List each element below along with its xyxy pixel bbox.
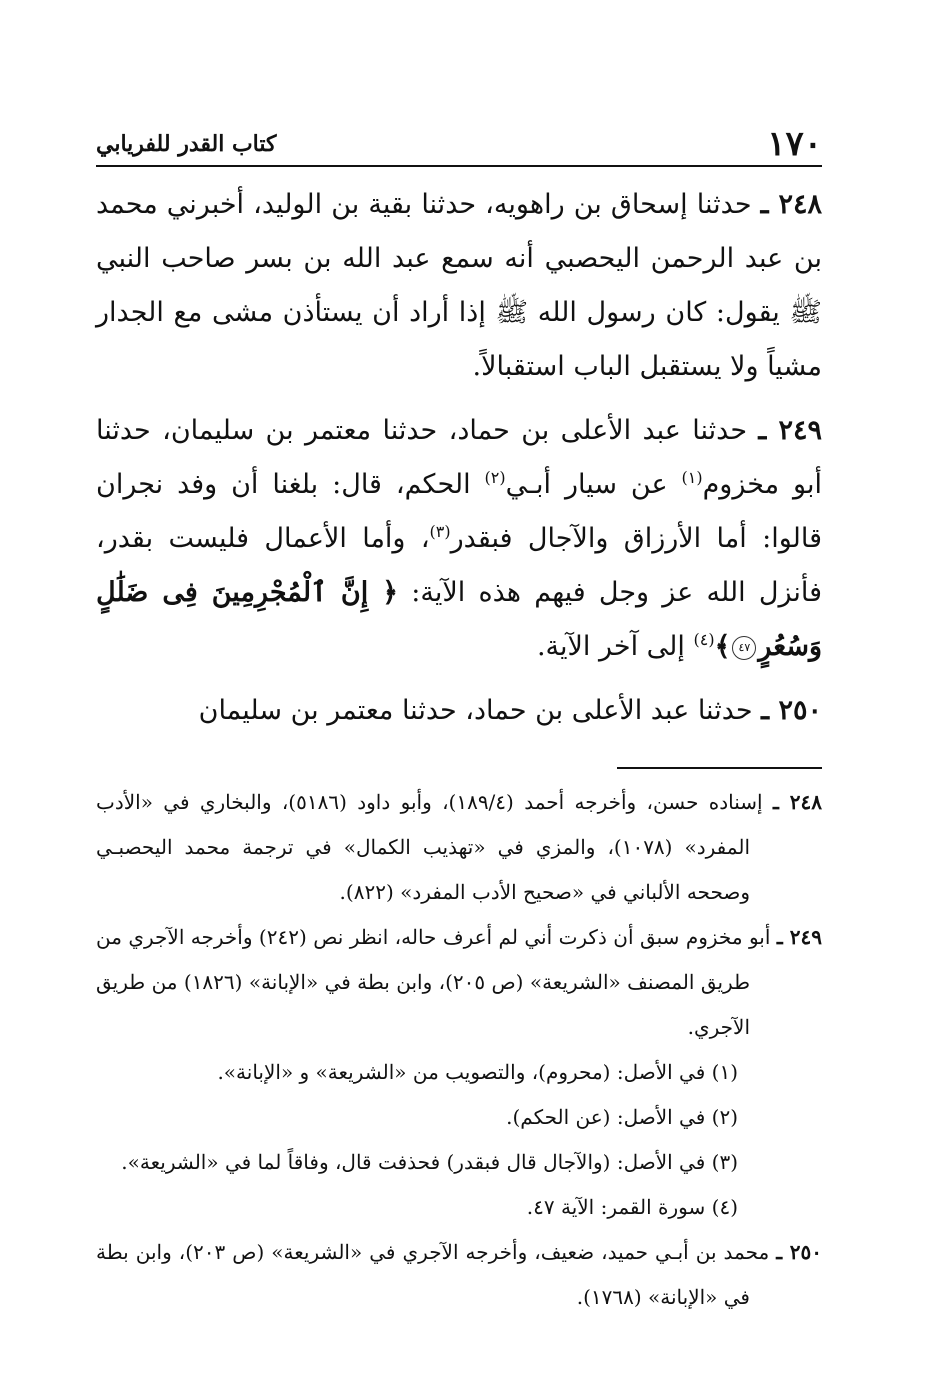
subnote-2	[96, 1095, 822, 1140]
subnote-number: (١)	[711, 1060, 738, 1084]
quran-close-bracket: ﴾	[714, 631, 731, 662]
quran-verse: ﴿ إِنَّ ٱلْمُجْرِمِينَ فِى ضَلَٰلٍ وَسُعُرٍ	[96, 577, 822, 662]
footnote-250	[96, 1230, 822, 1320]
footnote-text: محمد بن أبـي حميد، ضعيف، وأخرجه الآجري في «الشريعة» (ص ٢٠٣)، وابن بطة في «الإبانة» (١٧٦٨).	[96, 1240, 770, 1309]
subnote-text: في الأصل: (عن الحكم).	[506, 1105, 706, 1129]
footnote-text: إسناده حسن، وأخرجه أحمد (١٨٩/٤)، وأبو داود (٥١٨٦)، والبخاري في «الأدب المفرد» (١٠٧٨)، والمزي في «تهذيب الكمال» في ترجمة محمد اليحصبـي وصححه الألباني في «صحيح الأدب المفرد» (٨٢٢).	[96, 790, 763, 904]
hadith-text: إلى آخر الآية.	[536, 631, 694, 662]
footnote-ref-2: (٢)	[484, 468, 506, 487]
hadith-text: ، وأما الأعمال فليست بقدر، فأنزل الله عز وجل فيهم هذه الآية:	[96, 523, 822, 608]
footnote-ref-1: (١)	[681, 468, 703, 487]
subnote-3	[96, 1140, 822, 1185]
header-rule	[96, 165, 822, 167]
footnote-ref-3: (٣)	[429, 522, 451, 541]
main-text	[96, 178, 822, 748]
subnote-4	[96, 1185, 822, 1230]
subnote-number: (٢)	[711, 1105, 738, 1129]
hadith-text: حدثنا عبد الأعلى بن حماد، حدثنا معتمر بن سليمان	[198, 695, 753, 726]
footnote-249	[96, 915, 822, 1050]
footnote-248	[96, 780, 822, 915]
subnote-1	[96, 1050, 822, 1095]
hadith-number: ٢٥٠ ـ	[761, 695, 822, 726]
footnote-separator	[617, 767, 822, 769]
ayah-number-mark: ٤٧	[732, 636, 756, 660]
subnote-text: في الأصل: (محروم)، والتصويب من «الشريعة» و «الإبانة».	[217, 1060, 706, 1084]
hadith-text: حدثنا عبد الأعلى بن حماد، حدثنا معتمر بن سليمان، حدثنا أبو مخزوم	[96, 415, 822, 500]
footnote-number: ٢٤٨ ـ	[772, 790, 823, 814]
hadith-text: عن سيار أبـي	[505, 469, 682, 500]
book-title: كتاب القدر للفريابي	[96, 131, 277, 157]
hadith-number: ٢٤٨ ـ	[760, 189, 823, 220]
footnote-number: ٢٥٠ ـ	[776, 1240, 822, 1264]
footnote-ref-4: (٤)	[693, 630, 715, 649]
hadith-text: حدثنا إسحاق بن راهويه، حدثنا بقية بن الوليد، أخبرني محمد بن عبد الرحمن اليحصبي أنه سمع عبد الله بن بسر صاحب النبي ﷺ يقول: كان رسول الله ﷺ إذا أراد أن يستأذن مشى مع الجدار مشياً ولا يستقبل الباب استقبالاً.	[96, 189, 822, 382]
subnote-text: سورة القمر: الآية ٤٧.	[526, 1195, 706, 1219]
hadith-number: ٢٤٩ ـ	[758, 415, 822, 446]
footnote-number: ٢٤٩ ـ	[776, 925, 822, 949]
hadith-250	[96, 684, 822, 738]
page-number: ١٧٠	[767, 124, 822, 164]
footnotes	[96, 780, 822, 1320]
subnote-number: (٣)	[711, 1150, 738, 1174]
hadith-text: الحكم، قال: بلغنا أن وفد نجران قالوا: أما الأرزاق والآجال فبقدر	[96, 469, 822, 554]
subnote-number: (٤)	[711, 1195, 738, 1219]
subnote-text: في الأصل: (والآجال قال فبقدر) فحذفت قال، وفاقاً لما في «الشريعة».	[121, 1150, 706, 1174]
hadith-248	[96, 178, 822, 394]
hadith-249	[96, 404, 822, 674]
footnote-text: أبو مخزوم سبق أن ذكرت أني لم أعرف حاله، انظر نص (٢٤٢) وأخرجه الآجري من طريق المصنف «الشريعة» (ص ٢٠٥)، وابن بطة في «الإبانة» (١٨٢٦) من طريق الآجري.	[96, 925, 771, 1039]
page-header	[96, 120, 822, 164]
